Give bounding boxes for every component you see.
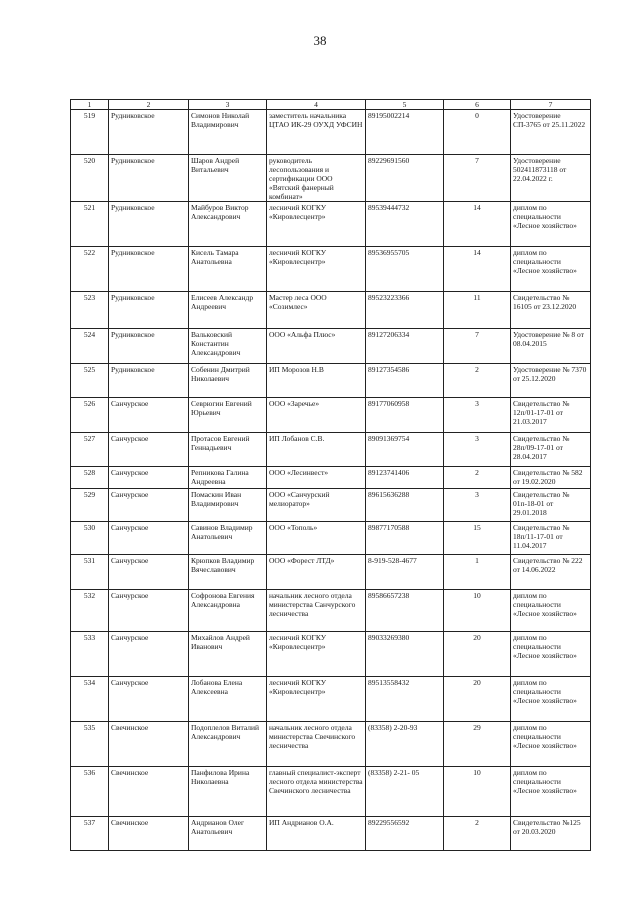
document-info: Свидетельство № 582 от 19.02.2020 (511, 467, 591, 489)
person-position: Мастер леса ООО «Созимлес» (267, 292, 366, 329)
count-value: 1 (444, 555, 511, 590)
count-value: 14 (444, 247, 511, 292)
phone-number: 89536955705 (366, 247, 444, 292)
person-position: ООО «Лесинвест» (267, 467, 366, 489)
row-number: 532 (71, 590, 109, 632)
row-number: 528 (71, 467, 109, 489)
table-row (71, 155, 591, 202)
count-value: 29 (444, 722, 511, 767)
phone-number: 89127354586 (366, 364, 444, 398)
person-name: Репникова Галина Андреевна (189, 467, 267, 489)
document-info: Удостоверение № 8 от 08.04.2015 (511, 329, 591, 364)
column-header: 1 (71, 100, 109, 110)
forestry-district: Рудниковское (109, 247, 189, 292)
column-header: 3 (189, 100, 267, 110)
phone-number: 89229556592 (366, 817, 444, 851)
person-position: заместитель начальника ЦТАО ИК-29 ОУХД УФСИН (267, 110, 366, 155)
table-row (71, 722, 591, 767)
forestry-district: Свечинское (109, 817, 189, 851)
count-value: 7 (444, 155, 511, 202)
forestry-district: Санчурское (109, 677, 189, 722)
document-info: Свидетельство №125 от 20.03.2020 (511, 817, 591, 851)
table-row (71, 817, 591, 851)
table-row (71, 467, 591, 489)
document-info: диплом по специальности «Лесное хозяйство» (511, 632, 591, 677)
count-value: 11 (444, 292, 511, 329)
count-value: 15 (444, 522, 511, 555)
forestry-district: Рудниковское (109, 329, 189, 364)
person-name: Андрианов Олег Анатольевич (189, 817, 267, 851)
count-value: 20 (444, 677, 511, 722)
row-number: 522 (71, 247, 109, 292)
person-name: Собенин Дмитрий Николаевич (189, 364, 267, 398)
row-number: 523 (71, 292, 109, 329)
row-number: 525 (71, 364, 109, 398)
document-info: Свидетельство № 16105 от 23.12.2020 (511, 292, 591, 329)
table-row (71, 110, 591, 155)
document-info: диплом по специальности «Лесное хозяйство» (511, 722, 591, 767)
table-row (71, 677, 591, 722)
forestry-district: Санчурское (109, 433, 189, 467)
table-row (71, 433, 591, 467)
person-position: ИП Морозов Н.В (267, 364, 366, 398)
phone-number: 89586657238 (366, 590, 444, 632)
person-name: Севрюгин Евгений Юрьевич (189, 398, 267, 433)
table-row (71, 489, 591, 522)
person-position: руководитель лесопользования и сертификации ООО «Вятский фанерный комбинат» (267, 155, 366, 202)
document-info: диплом по специальности «Лесное хозяйство» (511, 767, 591, 817)
person-position: лесничий КОГКУ «Кировлесцентр» (267, 202, 366, 247)
person-name: Панфилова Ирина Николаевна (189, 767, 267, 817)
column-header: 4 (267, 100, 366, 110)
row-number: 531 (71, 555, 109, 590)
forestry-district: Санчурское (109, 555, 189, 590)
person-name: Софронова Евгения Александровна (189, 590, 267, 632)
row-number: 530 (71, 522, 109, 555)
document-info: Удостоверение № 7370 от 25.12.2020 (511, 364, 591, 398)
phone-number: (83358) 2-20-93 (366, 722, 444, 767)
forestry-district: Санчурское (109, 398, 189, 433)
count-value: 3 (444, 489, 511, 522)
table-row (71, 329, 591, 364)
column-header: 5 (366, 100, 444, 110)
person-name: Крюпков Владимир Вячеславович (189, 555, 267, 590)
phone-number: 89033269380 (366, 632, 444, 677)
document-info: Удостоверение 502411873118 от 22.04.2022 г. (511, 155, 591, 202)
phone-number: 8-919-528-4677 (366, 555, 444, 590)
document-info: Свидетельство № 01п-18-01 от 29.01.2018 (511, 489, 591, 522)
forestry-district: Рудниковское (109, 155, 189, 202)
count-value: 0 (444, 110, 511, 155)
person-name: Помаскин Иван Владимирович (189, 489, 267, 522)
table-row (71, 364, 591, 398)
column-header: 6 (444, 100, 511, 110)
count-value: 3 (444, 398, 511, 433)
document-info: диплом по специальности «Лесное хозяйство» (511, 590, 591, 632)
person-name: Вальковский Константин Александрович (189, 329, 267, 364)
forestry-district: Рудниковское (109, 110, 189, 155)
count-value: 20 (444, 632, 511, 677)
phone-number: 89229691560 (366, 155, 444, 202)
person-name: Кисель Тамара Анатольевна (189, 247, 267, 292)
document-info: Удостоверение СП-3765 от 25.11.2022 (511, 110, 591, 155)
forestry-district: Свечинское (109, 722, 189, 767)
document-info: диплом по специальности «Лесное хозяйство» (511, 247, 591, 292)
person-name: Елисеев Александр Андреевич (189, 292, 267, 329)
phone-number: 89513558432 (366, 677, 444, 722)
column-header: 7 (511, 100, 591, 110)
person-position: ИП Лобанов С.В. (267, 433, 366, 467)
count-value: 10 (444, 767, 511, 817)
table-row (71, 555, 591, 590)
person-position: ИП Андрианов О.А. (267, 817, 366, 851)
row-number: 524 (71, 329, 109, 364)
document-info: диплом по специальности «Лесное хозяйство» (511, 677, 591, 722)
row-number: 533 (71, 632, 109, 677)
table-row (71, 522, 591, 555)
column-header: 2 (109, 100, 189, 110)
phone-number: 89177060958 (366, 398, 444, 433)
phone-number: (83358) 2-21- 05 (366, 767, 444, 817)
document-info: диплом по специальности «Лесное хозяйство» (511, 202, 591, 247)
forestry-district: Свечинское (109, 767, 189, 817)
table-row (71, 632, 591, 677)
table-row (71, 292, 591, 329)
forestry-district: Рудниковское (109, 202, 189, 247)
phone-number: 89195002214 (366, 110, 444, 155)
forestry-district: Санчурское (109, 590, 189, 632)
person-name: Савинов Владимир Анатольевич (189, 522, 267, 555)
document-info: Свидетельство № 28п/09-17-01 от 28.04.2017 (511, 433, 591, 467)
phone-number: 89539444732 (366, 202, 444, 247)
forestry-district: Санчурское (109, 632, 189, 677)
person-name: Лобанова Елена Алексеевна (189, 677, 267, 722)
page-number: 38 (313, 33, 327, 48)
forestry-district: Рудниковское (109, 364, 189, 398)
count-value: 2 (444, 467, 511, 489)
table-row (71, 247, 591, 292)
phone-number: 89523223366 (366, 292, 444, 329)
person-name: Протасов Евгений Геннадьевич (189, 433, 267, 467)
row-number: 520 (71, 155, 109, 202)
forestry-district: Санчурское (109, 489, 189, 522)
table-row (71, 202, 591, 247)
count-value: 10 (444, 590, 511, 632)
count-value: 7 (444, 329, 511, 364)
table-row (71, 767, 591, 817)
person-name: Шаров Андрей Витальевич (189, 155, 267, 202)
phone-number: 89123741406 (366, 467, 444, 489)
count-value: 3 (444, 433, 511, 467)
person-name: Михайлов Андрей Иванович (189, 632, 267, 677)
forestry-district: Санчурское (109, 522, 189, 555)
person-position: главный специалист-эксперт лесного отдела министерства Свечинского лесничества (267, 767, 366, 817)
forestry-district: Санчурское (109, 467, 189, 489)
row-number: 536 (71, 767, 109, 817)
row-number: 534 (71, 677, 109, 722)
person-position: ООО «Тополь» (267, 522, 366, 555)
person-position: ООО «Альфа Плюс» (267, 329, 366, 364)
row-number: 535 (71, 722, 109, 767)
person-position: ООО «Санчурский мелиоратор» (267, 489, 366, 522)
document-info: Свидетельство № 222 от 14.06.2022 (511, 555, 591, 590)
phone-number: 89127206334 (366, 329, 444, 364)
person-position: начальник лесного отдела министерства Санчурского лесничества (267, 590, 366, 632)
phone-number: 89091369754 (366, 433, 444, 467)
person-name: Симонов Николай Владимирович (189, 110, 267, 155)
count-value: 2 (444, 817, 511, 851)
registry-table (70, 99, 591, 851)
person-position: ООО «Форест ЛТД» (267, 555, 366, 590)
person-position: лесничий КОГКУ «Кировлесцентр» (267, 677, 366, 722)
person-name: Подоплелов Виталий Александрович (189, 722, 267, 767)
header-row (71, 100, 591, 110)
document-info: Свидетельство № 12п/01-17-01 от 21.03.2017 (511, 398, 591, 433)
row-number: 526 (71, 398, 109, 433)
table-row (71, 590, 591, 632)
row-number: 529 (71, 489, 109, 522)
row-number: 537 (71, 817, 109, 851)
table-row (71, 398, 591, 433)
count-value: 2 (444, 364, 511, 398)
person-name: Майбуров Виктор Александрович (189, 202, 267, 247)
person-position: лесничий КОГКУ «Кировлесцентр» (267, 247, 366, 292)
forestry-district: Рудниковское (109, 292, 189, 329)
document-info: Свидетельство № 18п/11-17-01 от 11.04.2017 (511, 522, 591, 555)
phone-number: 89877170588 (366, 522, 444, 555)
person-position: ООО «Заречье» (267, 398, 366, 433)
count-value: 14 (444, 202, 511, 247)
phone-number: 89615636288 (366, 489, 444, 522)
row-number: 527 (71, 433, 109, 467)
row-number: 519 (71, 110, 109, 155)
person-position: лесничий КОГКУ «Кировлесцентр» (267, 632, 366, 677)
row-number: 521 (71, 202, 109, 247)
person-position: начальник лесного отдела министерства Свечинского лесничества (267, 722, 366, 767)
